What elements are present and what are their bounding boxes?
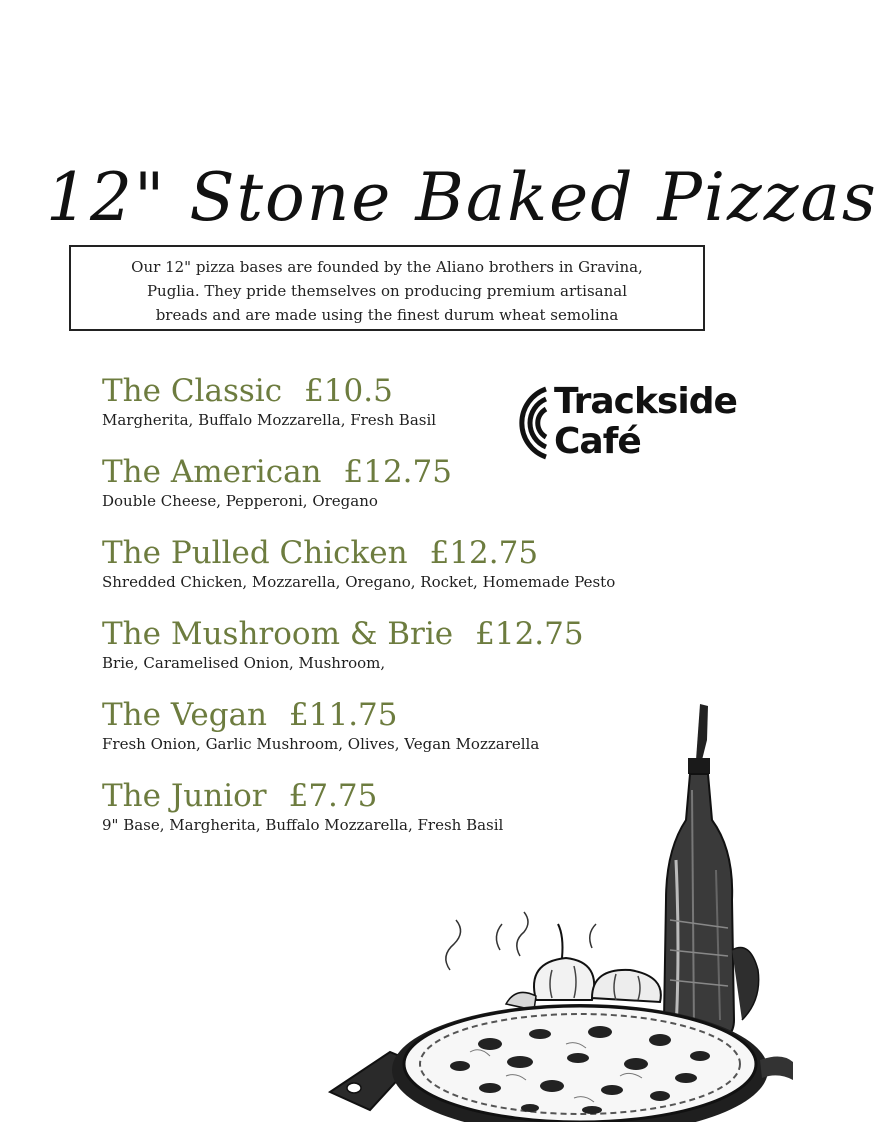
item-name: The Pulled Chicken [102, 535, 408, 571]
item-description: Margherita, Buffalo Mozzarella, Fresh Basil [102, 411, 437, 429]
page-title: 12" Stone Baked Pizzas [46, 159, 878, 237]
item-name: The Junior [102, 778, 267, 814]
item-name: The American [102, 454, 322, 490]
pizza-illustration [330, 700, 793, 1122]
intro-box [69, 245, 705, 331]
item-description: Double Cheese, Pepperoni, Oregano [102, 492, 378, 510]
menu-item [102, 453, 722, 534]
item-name: The Mushroom & Brie [102, 616, 454, 652]
item-name: The Vegan [102, 697, 268, 733]
menu-item [102, 615, 722, 696]
intro-line: Puglia. They pride themselves on producing premium artisanal [146, 282, 628, 300]
logo-line-2: Café [554, 421, 641, 462]
item-price: £12.75 [429, 535, 539, 571]
intro-line: Our 12" pizza bases are founded by the Aliano brothers in Gravina, [131, 258, 643, 276]
item-price: £12.75 [475, 616, 584, 652]
logo-line-1: Trackside [554, 381, 737, 422]
menu-item [102, 534, 722, 615]
menu-item [102, 372, 722, 453]
item-description: Shredded Chicken, Mozzarella, Oregano, Rocket, Homemade Pesto [102, 573, 616, 591]
item-description: Brie, Caramelised Onion, Mushroom, [102, 654, 386, 672]
item-price: £11.75 [289, 697, 398, 733]
item-price: £10.5 [304, 373, 393, 409]
item-price: £12.75 [343, 454, 452, 490]
item-description: Fresh Onion, Garlic Mushroom, Olives, Vegan Mozzarella [102, 735, 540, 753]
garlic-icon [446, 912, 661, 1010]
item-price: £7.75 [288, 778, 378, 814]
intro-line: breads and are made using the finest durum wheat semolina [155, 306, 619, 324]
oil-bottle-icon [664, 704, 759, 1042]
item-description: 9" Base, Margherita, Buffalo Mozzarella, Fresh Basil [102, 816, 504, 834]
item-name: The Classic [102, 373, 283, 409]
